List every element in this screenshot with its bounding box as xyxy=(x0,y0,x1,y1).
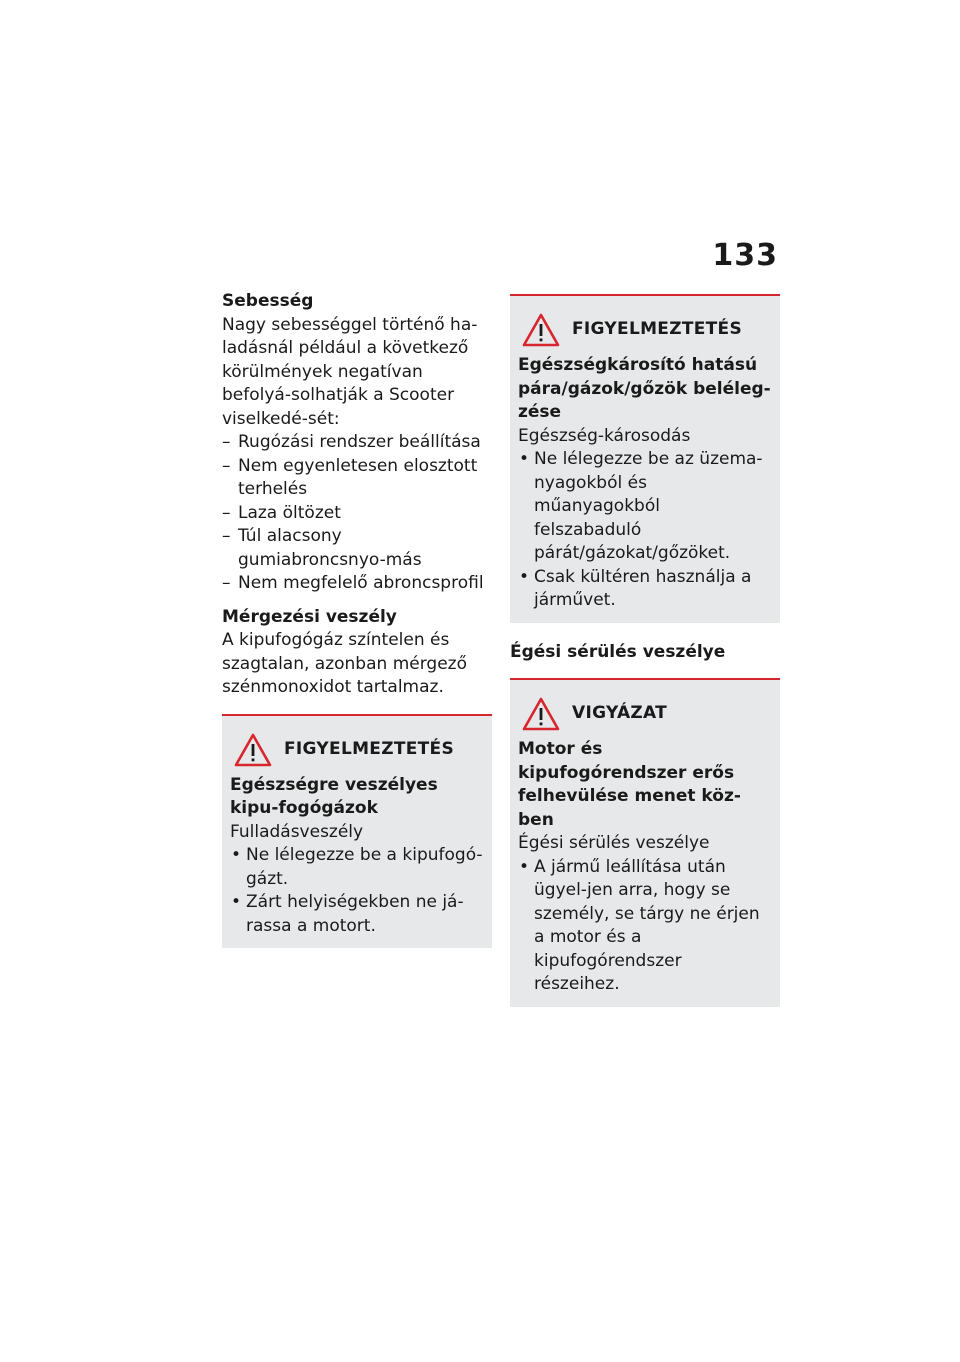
left-column xyxy=(222,290,492,948)
warning-subtitle: Fulladásveszély xyxy=(230,821,364,842)
list-item: – Nem egyenletesen elosztott terhelés xyxy=(222,455,492,502)
warning-box xyxy=(510,294,780,623)
speed-text: Nagy sebességgel történő ha-ladásnál például a következő körülmények negatívan befolyá-solhatják a Scooter viselkedé-sét: xyxy=(222,314,478,429)
caution-label: VIGYÁZAT xyxy=(572,703,668,724)
speed-heading: Sebesség xyxy=(222,291,314,311)
warning-header xyxy=(230,730,484,770)
warning-list xyxy=(518,448,772,613)
warning-subtitle: Egészség-károsodás xyxy=(518,425,691,446)
warning-title: Egészségre veszélyes kipu-fogógázok xyxy=(230,774,438,818)
list-item: – Laza öltözet xyxy=(222,502,492,526)
warning-list xyxy=(230,844,484,938)
warning-label: FIGYELMEZTETÉS xyxy=(284,738,454,759)
list-item: • Zárt helyiségekben ne já-rassa a motort. xyxy=(230,891,484,938)
warning-triangle-icon xyxy=(234,733,272,767)
warning-label: FIGYELMEZTETÉS xyxy=(572,319,742,340)
warning-box xyxy=(222,714,492,949)
poison-heading: Mérgezési veszély xyxy=(222,606,397,627)
list-item: • Ne lélegezze be a kipufogó-gázt. xyxy=(230,844,484,891)
warning-triangle-icon xyxy=(522,697,560,731)
page-number: 133 xyxy=(712,238,778,273)
speed-factors-list xyxy=(222,431,492,596)
caution-box xyxy=(510,678,780,1007)
list-item: • Ne lélegezze be az üzema-nyagokból és műanyagokból felszabaduló párát/gázokat/gőzöket. xyxy=(518,448,772,566)
list-item: • Csak kültéren használja a járművet. xyxy=(518,566,772,613)
caution-header xyxy=(518,694,772,734)
warning-title: Egészségkárosító hatású pára/gázok/gőzök beléleg-zése xyxy=(518,355,771,422)
list-item: – Rugózási rendszer beállítása xyxy=(222,431,492,455)
right-column xyxy=(510,294,780,1007)
warning-triangle-icon xyxy=(522,313,560,347)
list-item: – Túl alacsony gumiabroncsnyo-más xyxy=(222,525,492,572)
list-item: – Nem megfelelő abroncsprofil xyxy=(222,572,492,596)
caution-subtitle: Égési sérülés veszélye xyxy=(518,833,710,853)
burn-heading: Égési sérülés veszélye xyxy=(510,641,726,662)
list-item: • A jármű leállítása után ügyel-jen arra, hogy se személy, se tárgy ne érjen a motor és a kipufogórendszer részeihez. xyxy=(518,856,772,997)
caution-list xyxy=(518,856,772,997)
caution-title: Motor és kipufogórendszer erős felhevülése menet köz-ben xyxy=(518,739,741,830)
warning-header xyxy=(518,310,772,350)
poison-text: A kipufogógáz színtelen és szagtalan, azonban mérgező szénmonoxidot tartalmaz. xyxy=(222,630,467,697)
